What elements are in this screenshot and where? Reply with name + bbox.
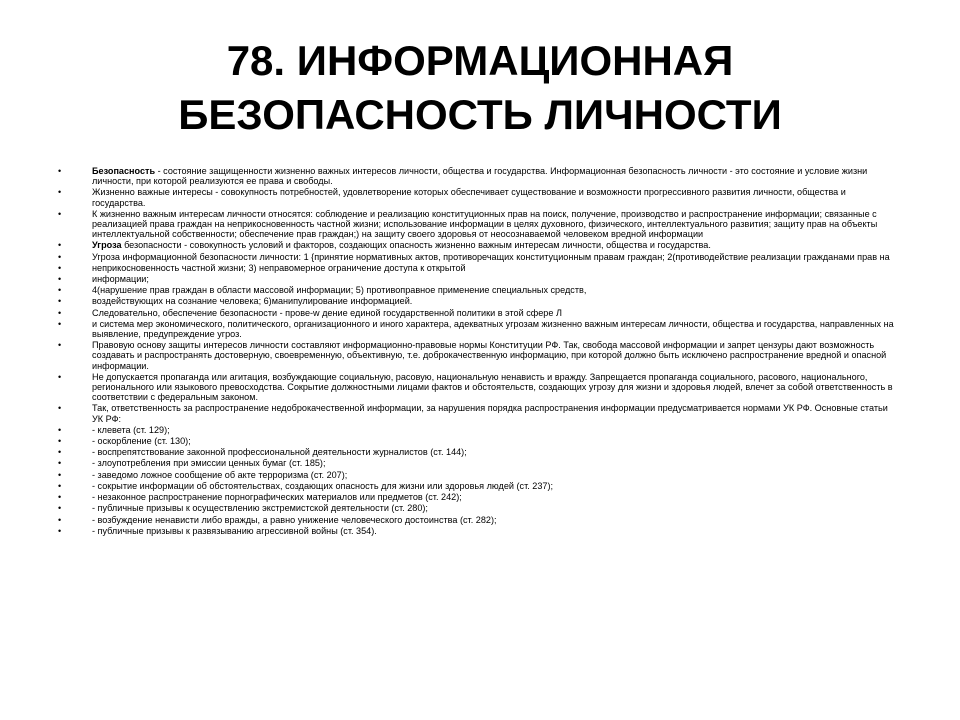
list-item-lead-term: Угроза <box>92 240 122 251</box>
list-item <box>58 187 900 207</box>
list-item <box>58 492 900 502</box>
list-item <box>58 447 900 457</box>
bullet-icon: • <box>58 403 62 414</box>
bullet-icon: • <box>58 307 62 318</box>
list-item <box>58 515 900 525</box>
list-item-text: - незаконное распространение порнографических материалов или предметов (ст. 242); <box>92 492 462 503</box>
bullet-icon: • <box>58 251 62 262</box>
list-item-text: Следовательно, обеспечение безопасности - прове-w дение единой государственной политики в этой сфере Л <box>92 307 562 318</box>
bullet-icon: • <box>58 208 62 219</box>
list-item <box>58 274 900 284</box>
list-item <box>58 526 900 536</box>
list-item <box>58 263 900 273</box>
bullet-icon: • <box>58 274 62 285</box>
list-item-text: воздействующих на сознание человека; 6)манипулирование информацией. <box>92 296 413 307</box>
list-item-text: 4(нарушение прав граждан в области массовой информации; 5) противоправное применение специальных средств, <box>92 285 587 296</box>
bullet-icon: • <box>58 296 62 307</box>
list-item-text: Жизненно важные интересы - совокупность потребностей, удовлетворение которых обеспечивает существование и возможности прогрессивного развития личности, общества и государства. <box>92 187 846 208</box>
list-item-lead-term: Безопасность <box>92 166 156 176</box>
list-item-text: - оскорбление (ст. 130); <box>92 436 191 447</box>
bullet-icon: • <box>58 503 62 514</box>
list-item-text: безопасности - совокупность условий и факторов, создающих опасность жизненно важным интересам личности, общества и государства. <box>121 240 711 251</box>
bullet-icon: • <box>58 469 62 480</box>
bullet-list <box>58 166 900 537</box>
bullet-icon: • <box>58 436 62 447</box>
list-item <box>58 166 900 186</box>
bullet-icon: • <box>58 166 62 176</box>
list-item <box>58 436 900 446</box>
slide-title-line-2: БЕЗОПАСНОСТЬ ЛИЧНОСТИ <box>178 91 782 138</box>
bullet-icon: • <box>58 262 62 273</box>
list-item <box>58 319 900 339</box>
list-item <box>58 340 900 371</box>
list-item-text: - сокрытие информации об обстоятельствах, создающих опасность для жизни или здоровья людей (ст. 237); <box>92 480 554 491</box>
bullet-icon: • <box>58 318 62 329</box>
list-item-text: - публичные призывы к осуществлению экстремистской деятельности (ст. 280); <box>92 503 428 514</box>
list-item-text: информации; <box>92 274 149 285</box>
list-item <box>58 209 900 240</box>
list-item-text: - воспрепятствование законной профессиональной деятельности журналистов (ст. 144); <box>92 447 467 458</box>
list-item-text: - заведомо ложное сообщение об акте терроризма (ст. 207); <box>92 469 348 480</box>
bullet-icon: • <box>58 525 62 536</box>
list-item <box>58 470 900 480</box>
bullet-icon: • <box>58 458 62 469</box>
list-item-text: К жизненно важным интересам личности относятся: соблюдение и реализацию конституционных прав на поиск, получение, производство и распространение информации; связанные с реализацией права граждан на неприкосновенность частной жизни; использование информации в целях духовного, физического, интеллектуального развития; защиту прав на объекты интеллектуальной собственности; обеспечение прав граждан;) на защиту своего здоровья от неосознаваемой человеком вредной информации <box>92 208 878 240</box>
list-item <box>58 425 900 435</box>
bullet-icon: • <box>58 514 62 525</box>
list-item-text: неприкосновенность частной жизни; 3) неправомерное ограничение доступа к открытой <box>92 262 466 273</box>
list-item <box>58 372 900 403</box>
list-item-text: - состояние защищенности жизненно важных интересов личности, общества и государства. Информационная безопасность личности - это состояние и условие жизни личности, при которой реализуются ее права и свободы. <box>92 166 868 187</box>
list-item <box>58 503 900 513</box>
bullet-icon: • <box>58 480 62 491</box>
bullet-icon: • <box>58 240 62 251</box>
list-item <box>58 285 900 295</box>
list-item-text: - публичные призывы к развязыванию агрессивной войны (ст. 354). <box>92 525 377 536</box>
list-item-text: Правовую основу защиты интересов личности составляют информационно-правовые нормы Конституции РФ. Так, свобода массовой информации и запрет цензуры дают возможность создавать и распространять достоверную, своевременную, объективную, т.е. доброкачественную информацию, при которой должно быть исключено распространение вредной и опасной информации. <box>92 340 887 371</box>
list-item <box>58 458 900 468</box>
bullet-icon: • <box>58 371 62 382</box>
bullet-icon: • <box>58 492 62 503</box>
slide-title-line-1: 78. ИНФОРМАЦИОННАЯ <box>226 37 734 84</box>
bullet-icon: • <box>58 424 62 435</box>
bullet-icon: • <box>58 447 62 458</box>
list-item <box>58 296 900 306</box>
list-item <box>58 240 900 250</box>
list-item-text: Не допускается пропаганда или агитация, возбуждающие социальную, расовую, национальную ненависть и вражду. Запрещается пропаганда социального, расового, национального, регионального или языкового превосходства. Сокрытие должностными лицами фактов и обстоятельств, создающих угрозу для жизни и здоровья людей, влечет за собой ответственность в соответствии с федеральным законом. <box>92 371 893 403</box>
bullet-icon: • <box>58 285 62 296</box>
slide-title <box>40 34 920 142</box>
list-item-text: - возбуждение ненависти либо вражды, а равно унижение человеческого достоинства (ст. 282); <box>92 514 497 525</box>
list-item <box>58 252 900 262</box>
bullet-icon: • <box>58 340 62 351</box>
list-item-text: Так, ответственность за распространение недоброкачественной информации, за нарушения порядка распространения информации предусматривается нормами УК РФ. Основные статьи УК РФ: <box>92 403 888 424</box>
list-item-text: Угроза информационной безопасности личности: 1 {принятие нормативных актов, противоречащих конституционным правам граждан; 2(противодействие реализации гражданами прав на <box>92 251 890 262</box>
list-item-text: - злоупотребления при эмиссии ценных бумаг (ст. 185); <box>92 458 326 469</box>
list-item-text: и система мер экономического, политического, организационного и иного характера, адекватных угрозам жизненно важным интересам личности, общества и государства, направленных на выявление, предупреждение угроз. <box>92 318 894 340</box>
list-item <box>58 308 900 318</box>
list-item <box>58 481 900 491</box>
list-item <box>58 403 900 423</box>
bullet-icon: • <box>58 187 62 198</box>
list-item-text: - клевета (ст. 129); <box>92 424 170 435</box>
